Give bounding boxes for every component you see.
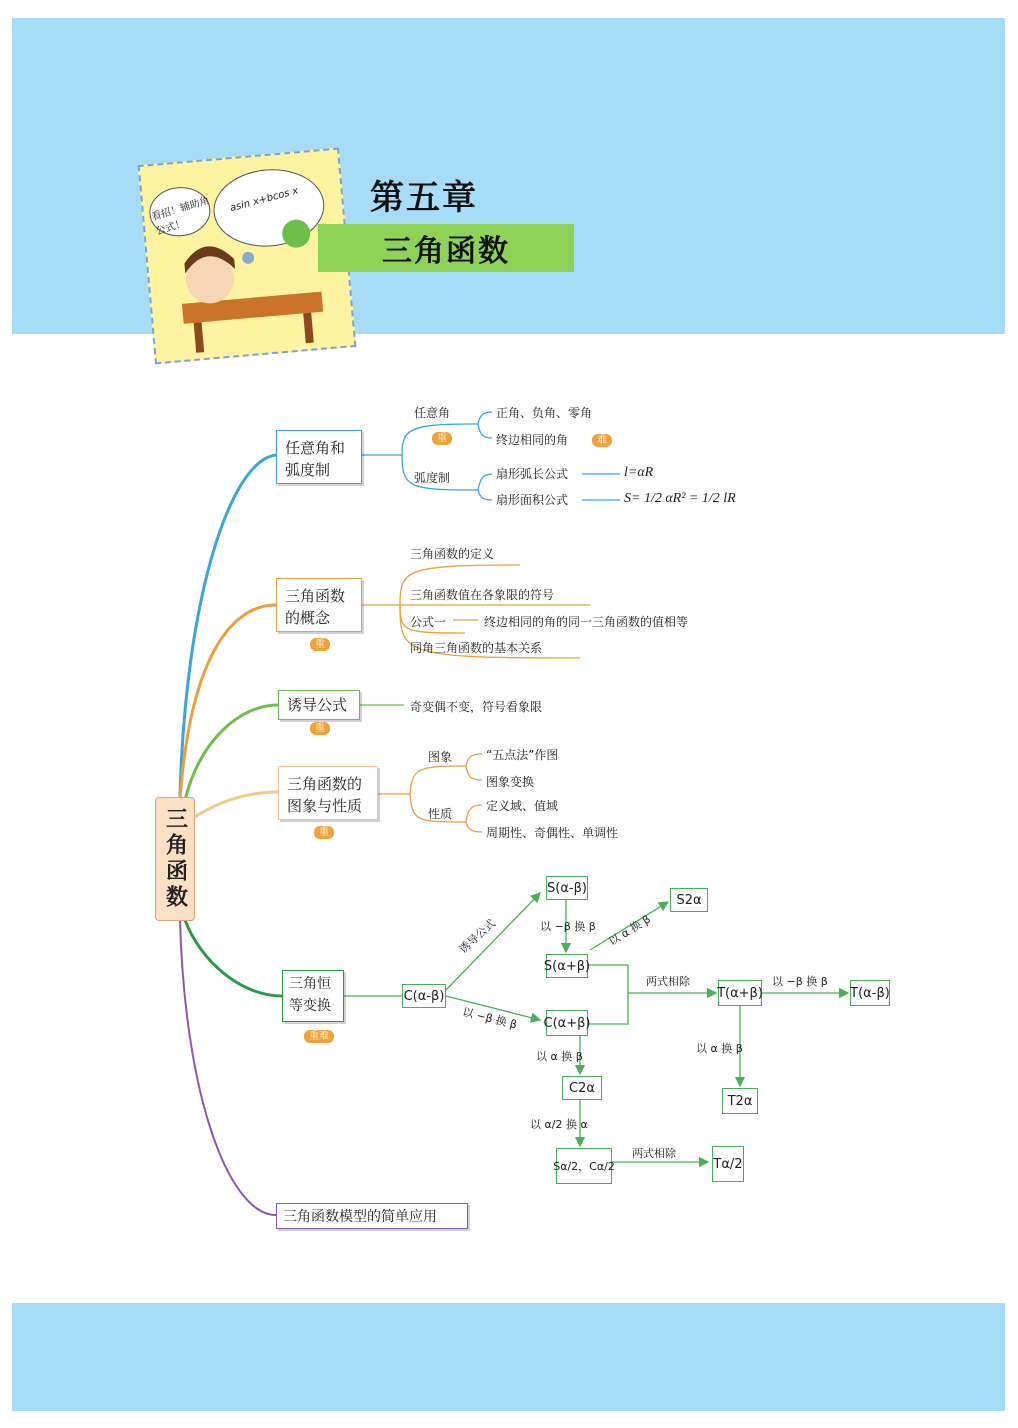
node-c-minus: C(α-β) <box>402 984 446 1008</box>
badge-important-difficult: 重难 <box>304 1030 334 1043</box>
node-identity-transform: 三角恒等变换 <box>282 970 344 1022</box>
node-induction-formula: 诱导公式 <box>278 690 360 720</box>
node-t-half: Tα/2 <box>712 1146 744 1182</box>
formula-area: S= 1/2 αR² = 1/2 lR <box>624 491 736 506</box>
node-c-plus: C(α+β) <box>546 1010 588 1036</box>
node-t-plus: T(α+β) <box>718 980 762 1006</box>
item-sign-quadrant: 三角函数值在各象限的符号 <box>410 588 555 602</box>
node-t-2a: T2α <box>722 1088 758 1114</box>
root-node: 三角函数 <box>155 797 195 921</box>
edge-neg-beta-2: 以 −β 换 β <box>540 920 596 933</box>
node-graph-property: 三角函数的图象与性质 <box>278 766 378 820</box>
edge-neg-beta-3: 以 −β 换 β <box>772 975 828 988</box>
item-sector-area: 扇形面积公式 <box>496 493 569 507</box>
edge-induction: 诱导公式 <box>456 916 499 956</box>
item-arc-length: 扇形弧长公式 <box>496 467 569 481</box>
edge-alpha-beta-3: 以 α 换 β <box>536 1050 583 1063</box>
item-mnemonic: 奇变偶不变，符号看象限 <box>410 700 543 714</box>
badge-important: 重 <box>310 722 330 735</box>
node-arbitrary-angle: 任意角和弧度制 <box>276 430 362 484</box>
comic-formula-text: asin x+bcos x <box>228 185 300 215</box>
item-domain-range: 定义域、值域 <box>486 799 559 813</box>
edge-alpha-beta-2: 以 α 换 β <box>696 1042 743 1055</box>
node-c-2a: C2α <box>562 1076 602 1100</box>
comic-speech-text: 看招！辅助角公式！ <box>150 195 211 238</box>
badge-difficult: 难 <box>592 434 612 447</box>
badge-important: 重 <box>310 638 330 651</box>
badge-important: 重 <box>432 432 452 445</box>
formula-arc: l=αR <box>624 465 654 480</box>
item-coterminal: 终边相同的角 <box>496 433 569 447</box>
node-model-application: 三角函数模型的简单应用 <box>276 1203 468 1229</box>
edge-neg-beta-1: 以 −β 换 β <box>461 1005 519 1032</box>
item-graph-transform: 图象变换 <box>486 775 535 789</box>
item-basic-relation: 同角三角函数的基本关系 <box>410 641 543 655</box>
edge-half-alpha: 以 α/2 换 α <box>530 1118 588 1131</box>
label-graph: 图象 <box>428 750 453 764</box>
node-s-c-half: Sα/2，Cα/2 <box>556 1148 612 1184</box>
node-trig-concept: 三角函数的概念 <box>276 578 362 632</box>
item-periodicity: 周期性、奇偶性、单调性 <box>486 826 619 840</box>
item-definition: 三角函数的定义 <box>410 547 495 561</box>
label-arbitrary-angle: 任意角 <box>414 406 451 420</box>
edge-divide-2: 两式相除 <box>632 1147 676 1160</box>
chapter-number: 第五章 <box>370 178 478 218</box>
item-positive-negative-zero: 正角、负角、零角 <box>496 406 593 420</box>
edge-alpha-beta-1: 以 α 换 β <box>606 912 653 949</box>
node-s-minus: S(α-β) <box>546 876 588 900</box>
node-s-plus: S(α+β) <box>546 954 588 978</box>
label-property: 性质 <box>428 807 453 821</box>
label-radian: 弧度制 <box>414 471 451 485</box>
item-formula-one-desc: 终边相同的角的同一三角函数的值相等 <box>484 615 689 629</box>
edge-divide-1: 两式相除 <box>646 975 690 988</box>
badge-important: 重 <box>314 826 334 839</box>
chapter-title: 三角函数 <box>318 224 574 272</box>
item-formula-one: 公式一 <box>410 615 447 629</box>
node-t-minus: T(α-β) <box>850 980 890 1006</box>
item-five-point: “五点法”作图 <box>486 748 559 762</box>
node-s-2a: S2α <box>670 888 708 912</box>
